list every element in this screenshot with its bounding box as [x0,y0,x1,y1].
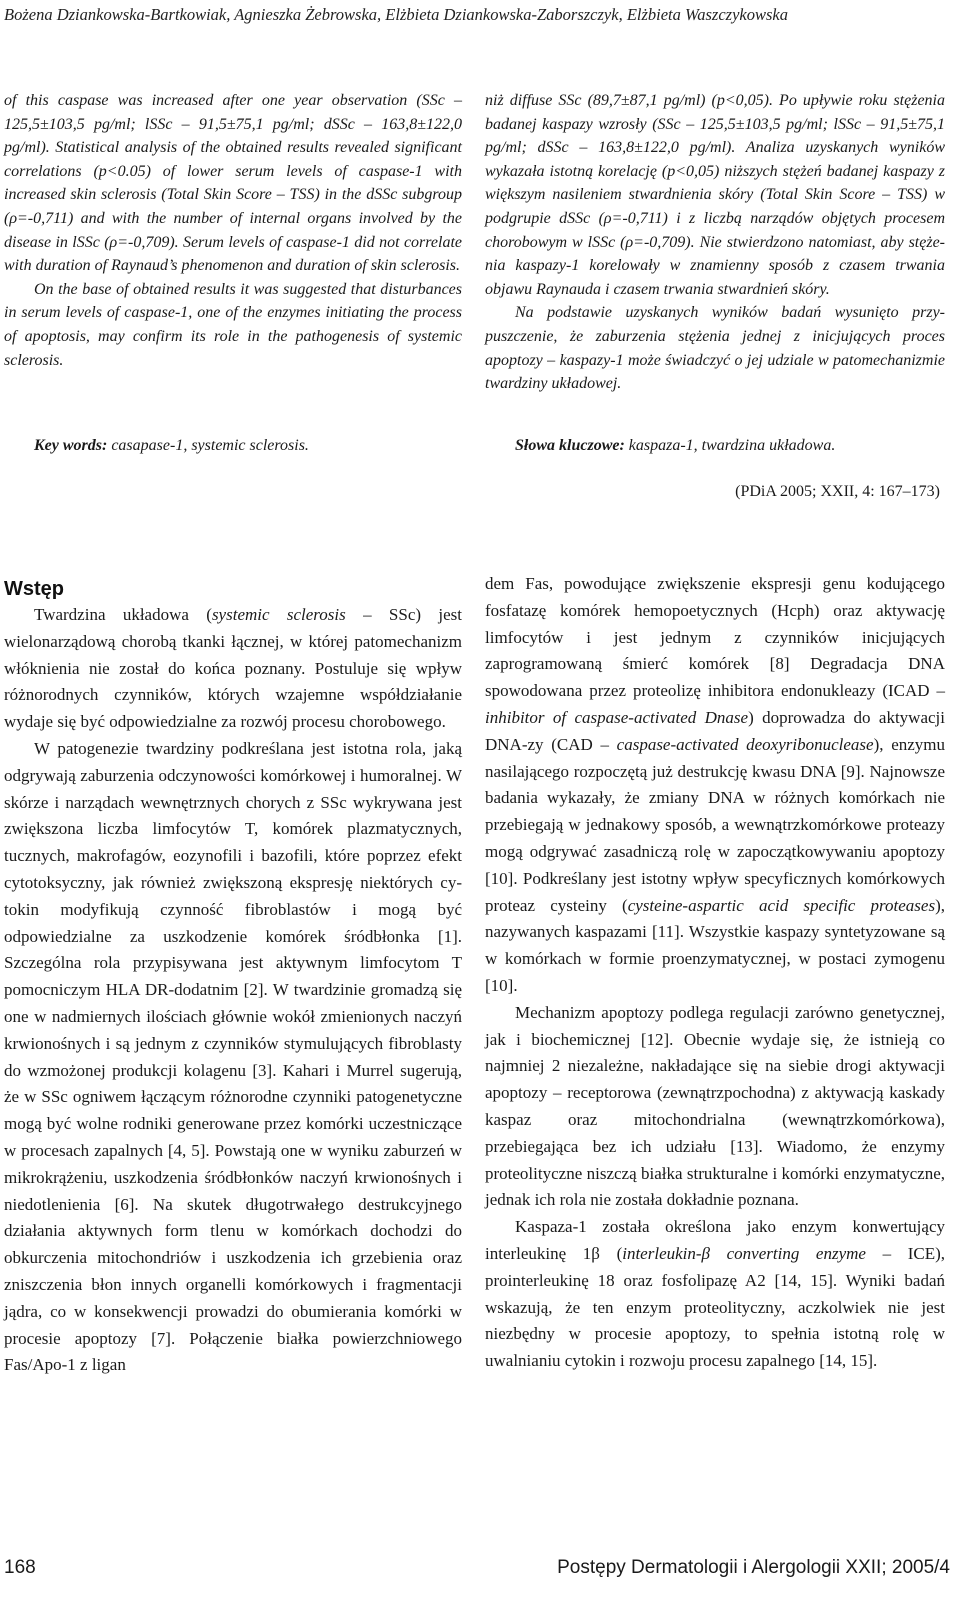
keywords-pl-text: kaspaza-1, twardzina układowa. [628,437,836,454]
abstract-polish [485,89,945,396]
body-right-column [485,571,945,1375]
journal-footer: Postępy Dermatologii i Alergologii XXII; 2005/4 [557,1557,950,1578]
body-left-paragraph-1: Twardzina układowa (systemic sclerosis – SSc) jest wielonarządową chorobą tkanki łącznej, w której patomechanizm włóknienia nie został do końca poznany. Postuluje się wpływ różnorodnych czynników, których wzajemne współdziałanie wydaje się być odpowiedzialne za rozwój procesu chorobowego. [4,605,462,732]
running-header-authors: Bożena Dziankowska-Bartkowiak, Agnieszka Żebrowska, Elżbieta Dziankowska-Zaborszczyk, Elżbieta Waszczykowska [4,5,788,24]
abstract-pl-paragraph-1: niż diffuse SSc (89,7±87,1 pg/ml) (p<0,05). Po upływie roku stężenia badanej kaspazy wzrosły (SSc – 125,5±103,5 pg/ml; lSSc – 91,5±75,1 pg/ml; dSSc – 163,8±122,0 pg/ml). Analiza uzyskanych wyników wykazała istotną korelację (p<0,05) niższych stężeń badanej kaspazy z większym nasileniem stwardnienia skóry (Total Skin Score – TSS) w podgrupie dSSc (ρ=-0,711) i z liczbą narządów objętych procesem chorobowym w lSSc (ρ=-0,709). Nie stwierdzono natomiast, aby stężenia kaspazy-1 korelowały w znamienny sposób z czasem trwania objawu Raynauda i czasem trwania stwardnień skóry. [485,92,945,298]
body-right-paragraph-3: Kaspaza-1 została określona jako enzym konwertujący interleukinę 1β (interleukin-β converting enzyme – ICE), prointerleukinę 18 oraz fosfolipazę A2 [14, 15]. Wyniki badań wskazują, że ten enzym proteolityczny, aczkolwiek nie jest niezbędny w procesie apoptozy, to spełnia istotną rolę w uwalnianiu cytokin i rozwoju procesu zapalnego [14, 15]. [485,1217,945,1371]
abstract-pl-paragraph-2: Na podstawie uzyskanych wyników badań wysunięto przypuszczenie, że zaburzenia stężenia jednej z inicjujących proces apoptozy – kaspazy-1 może świadczyć o jej udziale w patomechanizmie twardziny układowej. [485,304,945,393]
keywords-pl-label: Słowa kluczowe: [515,437,625,454]
citation: (PDiA 2005; XXII, 4: 167–173) [735,483,940,500]
body-right-paragraph-2: Mechanizm apoptozy podlega regulacji zarówno genetycznej, jak i biochemicznej [12]. Obecnie wydaje się, że istnieją co najmniej 2 niezależne, nakładające się na siebie drogi aktywacji apoptozy – receptorowa (zewnątrzpochodna) z aktywacją kaskady kaspaz oraz mitochondrialna (wewnątrzkomórkowa), przebiegająca bez ich udziału [13]. Wiadomo, że enzymy proteolityczne niszczą białka strukturalne i komórki enzymatyczne, jednak ich rola nie została dokładnie poznana. [485,1002,945,1210]
body-left-column [4,602,462,1379]
abstract-en-paragraph-1: of this caspase was increased after one year observation (SSc – 125,5±103,5 pg/ml; lSSc – 91,5±75,1 pg/ml; dSSc – 163,8±122,0 pg/ml). Statistical analysis of the obtained results revealed significant correlations (p<0.05) of lower serum levels of caspase-1 with increased skin sclerosis (Total Skin Score – TSS) in the dSSc subgroup (ρ=-0,711) and with the number of internal organs involved by the disease in lSSc (ρ=-0,709). Serum levels of caspase-1 did not correlate with duration of Raynaud’s phenomenon and duration of skin sclerosis. [4,92,462,275]
abstract-en-paragraph-2: On the base of obtained results it was suggested that disturbances in serum levels of caspase-1, one of the enzymes initiating the process of apoptosis, may confirm its role in the pathogenesis of systemic sclerosis. [4,280,462,369]
keywords-en-label: Key words: [34,437,108,454]
keywords-english [34,434,309,458]
section-title: Wstęp [4,578,64,600]
body-right-paragraph-1: dem Fas, powodujące zwiększenie ekspresji genu kodującego fosfatazę komórek hemopoetycznych (Hcph) oraz aktywację limfocytów i jest jednym z czynników inicjujących zaprogramowaną śmierć komórek [8] Degradacja DNA spowodowana przez proteolizę inhibitora endonukleazy (ICAD – inhibitor of caspase-activated Dnase) doprowadza do aktywacji DNA-zy (CAD – caspase-activated deoxyribonuclease), enzymu nasilającego rozpoczętą już destrukcję kwasu DNA [9]. Najnowsze badania wykazały, że zmiany DNA w różnych komórkach nie przebiegają w jednakowy sposób, a wewnątrzkomórkowe proteazy mogą odgrywać zasadniczą rolę w zapoczątkowywaniu apoptozy [10]. Podkreślany jest istotny wpływ specyficznych komórkowych proteaz cysteiny (cysteine-aspartic acid specific proteases), nazywanych kaspazami [11]. Wszystkie kaspazy syntetyzowane są w komórkach w formie proenzymatycznej, w postaci zymogenu [10]. [485,574,946,995]
page-number: 168 [4,1557,36,1578]
body-left-paragraph-2: W patogenezie twardziny podkreślana jest istotna rola, jaką odgrywają zaburzenia odczynowości komórkowej i humoralnej. W skórze i narządach wewnętrznych chorych z SSc wykrywana jest zwiększona liczba limfocytów T, komórek plazmatycznych, tucznych, makrofagów, eozynofili i bazofili, które poprzez efekt cytotoksyczny, jak również zwiększoną ekspresję niektórych cytokin modyfikują czynność fibroblastów i mogą być odpowiedzialne za uszkodzenie komórek śródbłonka [1]. Szczególna rola przypisywana jest aktywnym limfocytom T pomocniczym HLA DR-dodatnim [2]. W twardzinie gromadzą się one w nadmiernych ilościach głównie wokół zmienionych naczyń krwionośnych i są jednym z czynników stymulujących fibroblasty do wzmożonej produkcji kolagenu [3]. Kahari i Murrel sugerują, że w SSc ogniwem łączącym różnorodne czynniki patogenetyczne mogą być wolne rodniki generowane przez komórki uczestniczące w procesach zapalnych [4, 5]. Powstają one w wyniku zaburzeń w mikrokrążeniu, uszkodzenia śródbłonków naczyń krwionośnych i niedotlenienia [6]. Na skutek długotrwałego destrukcyjnego działania aktywnych form tlenu w komórkach dochodzi do obkurczenia mitochondriów i uszkodzenia ich grzebienia oraz zniszczenia błon innych organelli komórkowych i fragmentacji jądra, co w konsekwencji prowadzi do obumierania komórki w procesie apoptozy [7]. Połączenie białka powierzchniowego Fas/Apo-1 z ligan [4,738,462,1375]
keywords-polish [515,434,835,458]
abstract-english [4,89,462,372]
keywords-en-text: casapase-1, systemic sclerosis. [111,437,309,454]
